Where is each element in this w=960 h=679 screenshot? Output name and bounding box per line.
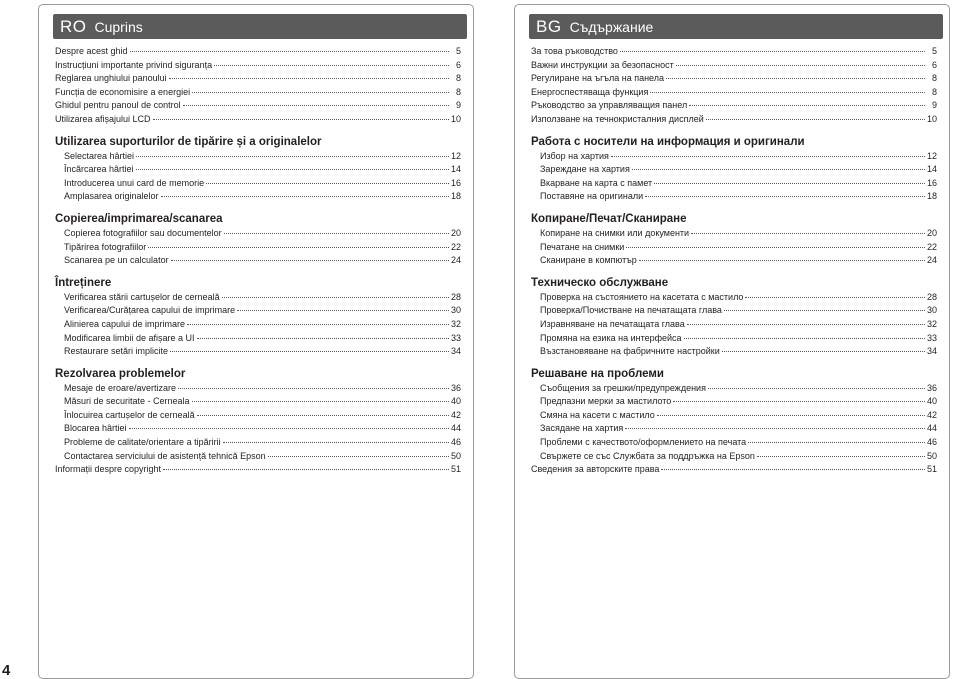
toc-entry-title: Използване на течнокристалния дисплей — [531, 113, 704, 124]
toc-entry-title: Промяна на езика на интерфейса — [540, 332, 682, 343]
toc-entry[interactable] — [531, 86, 937, 100]
dot-leader — [684, 332, 925, 339]
dot-leader — [171, 254, 449, 261]
toc-entry[interactable] — [531, 304, 937, 318]
toc-entry-page: 24 — [926, 255, 937, 266]
toc-entry-page: 34 — [450, 346, 461, 357]
toc-entry-title: Restaurare setări implicite — [64, 346, 169, 357]
language-code: RO — [60, 16, 87, 36]
toc-entry-title: Tipărirea fotografiilor — [64, 241, 147, 252]
dot-leader — [673, 395, 925, 402]
toc-entry-page: 30 — [926, 305, 937, 316]
toc-entry[interactable] — [55, 72, 461, 86]
toc-entry[interactable] — [531, 113, 937, 127]
dot-leader — [650, 86, 925, 93]
toc-entry-page: 8 — [931, 73, 937, 84]
toc-entry-title: Предпазни мерки за мастилото — [540, 396, 672, 407]
toc-entry[interactable] — [531, 332, 937, 346]
toc-section-heading[interactable]: Copierea/imprimarea/scanarea — [55, 212, 223, 225]
dot-leader — [724, 304, 925, 311]
language-code: BG — [536, 16, 562, 36]
toc-entry-title: Възстановяване на фабричните настройки — [540, 346, 720, 357]
toc-entry[interactable] — [55, 241, 461, 255]
toc-entry-title: Scanarea pe un calculator — [64, 255, 169, 266]
toc-entry-title: Сведения за авторските права — [531, 464, 660, 475]
dot-leader — [691, 227, 925, 234]
dot-leader — [654, 177, 925, 184]
toc-entry-page: 40 — [926, 396, 937, 407]
toc-entry[interactable] — [531, 422, 937, 436]
toc-entry-page: 36 — [450, 382, 461, 393]
toc-entry[interactable] — [55, 86, 461, 100]
dot-leader — [689, 99, 925, 106]
toc-entry-title: Utilizarea afișajului LCD — [55, 113, 151, 124]
toc-entry-page: 30 — [450, 305, 461, 316]
toc-entry-page: 34 — [926, 346, 937, 357]
toc-entry-title: Проверка/Почистване на печатащата глава — [540, 305, 722, 316]
toc-entry-page: 32 — [450, 318, 461, 329]
toc-entry-page: 50 — [926, 450, 937, 461]
toc-panel-bg — [514, 4, 950, 679]
toc-entry-title: Ghidul pentru panoul de control — [55, 100, 181, 111]
toc-entry-title: Instrucțiuni importante privind siguranța — [55, 59, 213, 70]
panel-header-bg — [529, 14, 943, 39]
toc-entry-page: 5 — [455, 46, 461, 56]
dot-leader — [224, 227, 449, 234]
dot-leader — [620, 45, 925, 52]
dot-leader — [748, 436, 925, 443]
toc-entry-title: Despre acest ghid — [55, 46, 128, 56]
toc-entry[interactable] — [55, 332, 461, 346]
table-of-contents-bg — [531, 45, 937, 477]
toc-entry-title: Смяна на касети с мастило — [540, 409, 655, 420]
toc-entry-title: Проблеми с качеството/оформлението на печата — [540, 437, 747, 448]
dot-leader — [153, 113, 449, 120]
dot-leader — [192, 86, 449, 93]
toc-entry-title: Засядане на хартия — [540, 423, 624, 434]
toc-entry-title: Съобщения за грешки/предупреждения — [540, 382, 706, 393]
toc-entry-title: За това ръководство — [531, 46, 618, 56]
toc-entry-page: 20 — [450, 227, 461, 238]
toc-section-heading[interactable]: Техническо обслужване — [531, 276, 669, 289]
page-number: 4 — [2, 662, 11, 679]
toc-entry-title: Contactarea serviciului de asistență tehnică Epson — [64, 450, 266, 461]
toc-entry-title: Поставяне на оригинали — [540, 191, 644, 202]
toc-entry-page: 46 — [926, 437, 937, 448]
toc-entry-page: 8 — [931, 86, 937, 97]
toc-entry-title: Вкарване на карта с памет — [540, 177, 653, 188]
toc-entry-page: 16 — [926, 177, 937, 188]
toc-entry-page: 5 — [931, 46, 937, 56]
toc-entry-page: 6 — [455, 59, 461, 70]
toc-entry[interactable] — [531, 150, 937, 164]
toc-entry-page: 8 — [455, 86, 461, 97]
dot-leader — [187, 318, 449, 325]
toc-entry-page: 51 — [450, 464, 461, 475]
toc-entry[interactable] — [55, 177, 461, 191]
toc-entry[interactable] — [55, 227, 461, 241]
dot-leader — [136, 150, 449, 157]
toc-entry-title: Măsuri de securitate - Cerneala — [64, 396, 190, 407]
dot-leader — [214, 59, 449, 66]
dot-leader — [268, 450, 449, 457]
toc-entry-title: Selectarea hârtiei — [64, 150, 135, 161]
toc-entry[interactable] — [55, 59, 461, 73]
toc-entry-page: 44 — [450, 423, 461, 434]
toc-entry[interactable] — [55, 422, 461, 436]
toc-entry-page: 8 — [455, 73, 461, 84]
toc-entry-title: Funcția de economisire a energiei — [55, 86, 191, 97]
toc-entry-page: 46 — [450, 437, 461, 448]
dot-leader — [661, 463, 925, 470]
toc-entry-page: 14 — [926, 164, 937, 175]
dot-leader — [708, 382, 925, 389]
toc-entry-title: Сканиране в компютър — [540, 255, 637, 266]
toc-entry[interactable] — [55, 436, 461, 450]
toc-entry[interactable] — [55, 409, 461, 423]
dot-leader — [136, 163, 449, 170]
toc-entry-page: 10 — [450, 113, 461, 124]
toc-entry[interactable] — [55, 163, 461, 177]
dot-leader — [161, 190, 449, 197]
toc-entry-page: 28 — [450, 291, 461, 302]
dot-leader — [197, 409, 449, 416]
toc-entry-page: 50 — [450, 450, 461, 461]
toc-section-heading[interactable]: Întreținere — [55, 276, 112, 289]
toc-entry[interactable] — [531, 190, 937, 204]
toc-entry-title: Избор на хартия — [540, 150, 609, 161]
toc-panel-ro — [38, 4, 474, 679]
dot-leader — [170, 345, 449, 352]
toc-entry[interactable] — [55, 190, 461, 204]
toc-entry-title: Зареждане на хартия — [540, 164, 630, 175]
dot-leader — [757, 450, 925, 457]
toc-entry-page: 44 — [926, 423, 937, 434]
toc-section-heading[interactable]: Rezolvarea problemelor — [55, 367, 186, 380]
toc-entry[interactable] — [531, 227, 937, 241]
toc-entry-title: Blocarea hârtiei — [64, 423, 127, 434]
toc-entry-title: Informații despre copyright — [55, 464, 162, 475]
toc-entry-page: 10 — [926, 113, 937, 124]
toc-entry-page: 12 — [450, 150, 461, 161]
toc-section-heading[interactable]: Работа с носители на информация и оригинали — [531, 135, 805, 148]
toc-entry[interactable] — [531, 450, 937, 464]
toc-entry[interactable] — [531, 59, 937, 73]
dot-leader — [625, 422, 925, 429]
toc-entry-title: Ръководство за управляващия панел — [531, 100, 688, 111]
dot-leader — [163, 463, 449, 470]
dot-leader — [645, 190, 925, 197]
toc-entry-page: 32 — [926, 318, 937, 329]
toc-entry[interactable] — [55, 99, 461, 113]
dot-leader — [183, 99, 449, 106]
toc-entry[interactable] — [531, 241, 937, 255]
toc-entry[interactable] — [531, 318, 937, 332]
toc-entry-title: Verificarea stării cartușelor de cerneală — [64, 291, 220, 302]
dot-leader — [706, 113, 925, 120]
dot-leader — [222, 291, 449, 298]
dot-leader — [639, 254, 925, 261]
toc-entry-page: 12 — [926, 150, 937, 161]
toc-entry[interactable] — [531, 254, 937, 268]
toc-entry[interactable] — [531, 409, 937, 423]
toc-entry-title: Alinierea capului de imprimare — [64, 318, 186, 329]
toc-entry-title: Важни инструкции за безопасност — [531, 59, 674, 70]
toc-section-heading[interactable]: Решаване на проблеми — [531, 367, 664, 380]
dot-leader — [237, 304, 449, 311]
toc-entry-page: 33 — [926, 332, 937, 343]
dot-leader — [632, 163, 925, 170]
panel-header-ro — [53, 14, 467, 39]
toc-entry-title: Încărcarea hârtiei — [64, 164, 134, 175]
dot-leader — [223, 436, 449, 443]
panel-title: Cuprins — [94, 18, 143, 35]
toc-entry[interactable] — [55, 318, 461, 332]
toc-entry[interactable] — [531, 382, 937, 396]
toc-entry-page: 28 — [926, 291, 937, 302]
toc-entry-page: 16 — [450, 177, 461, 188]
toc-entry-page: 33 — [450, 332, 461, 343]
toc-entry-title: Изравняване на печатащата глава — [540, 318, 685, 329]
toc-entry-title: Регулиране на ъгъла на панела — [531, 73, 665, 84]
dot-leader — [676, 59, 925, 66]
toc-entry[interactable] — [55, 45, 461, 59]
toc-entry-page: 14 — [450, 164, 461, 175]
toc-entry-title: Probleme de calitate/orientare a tipăririi — [64, 437, 221, 448]
toc-entry[interactable] — [531, 45, 937, 59]
dot-leader — [626, 241, 925, 248]
toc-entry-title: Mesaje de eroare/avertizare — [64, 382, 177, 393]
dot-leader — [687, 318, 925, 325]
dot-leader — [130, 45, 449, 52]
dot-leader — [169, 72, 449, 79]
dot-leader — [129, 422, 449, 429]
toc-entry-page: 22 — [450, 241, 461, 252]
dot-leader — [206, 177, 449, 184]
toc-entry-page: 51 — [926, 464, 937, 475]
dot-leader — [722, 345, 925, 352]
toc-entry-page: 18 — [450, 191, 461, 202]
toc-entry[interactable] — [55, 254, 461, 268]
toc-section-heading[interactable]: Utilizarea suporturilor de tipărire și a originalelor — [55, 135, 322, 148]
toc-entry[interactable] — [55, 463, 461, 477]
table-of-contents-ro — [55, 45, 461, 477]
toc-entry[interactable] — [531, 99, 937, 113]
toc-entry[interactable] — [531, 72, 937, 86]
toc-entry-title: Енергоспестяваща функция — [531, 86, 649, 97]
toc-entry[interactable] — [55, 291, 461, 305]
toc-entry-title: Modificarea limbii de afișare a UI — [64, 332, 195, 343]
toc-section-heading[interactable]: Копиране/Печат/Сканиране — [531, 212, 687, 225]
toc-entry[interactable] — [531, 345, 937, 359]
toc-entry[interactable] — [55, 150, 461, 164]
toc-entry-title: Înlocuirea cartușelor de cerneală — [64, 409, 195, 420]
dot-leader — [178, 382, 449, 389]
toc-entry[interactable] — [55, 113, 461, 127]
toc-entry-page: 42 — [450, 409, 461, 420]
dot-leader — [611, 150, 925, 157]
toc-entry[interactable] — [531, 177, 937, 191]
toc-entry-title: Introducerea unui card de memorie — [64, 177, 205, 188]
toc-entry-page: 24 — [450, 255, 461, 266]
toc-entry-page: 9 — [931, 100, 937, 111]
panel-title: Съдържание — [569, 18, 654, 35]
toc-entry-page: 20 — [926, 227, 937, 238]
dot-leader — [666, 72, 925, 79]
toc-entry-page: 22 — [926, 241, 937, 252]
toc-entry-title: Reglarea unghiului panoului — [55, 73, 167, 84]
toc-entry-title: Свържете се със Службата за поддръжка на Epson — [540, 450, 755, 461]
toc-entry-page: 36 — [926, 382, 937, 393]
toc-entry[interactable] — [55, 382, 461, 396]
toc-entry[interactable] — [55, 450, 461, 464]
toc-entry-title: Печатане на снимки — [540, 241, 625, 252]
toc-entry[interactable] — [531, 291, 937, 305]
dot-leader — [197, 332, 449, 339]
toc-entry-page: 18 — [926, 191, 937, 202]
toc-entry[interactable] — [55, 345, 461, 359]
toc-entry-title: Amplasarea originalelor — [64, 191, 159, 202]
toc-entry[interactable] — [531, 463, 937, 477]
toc-entry[interactable] — [55, 304, 461, 318]
toc-entry-page: 9 — [455, 100, 461, 111]
toc-entry-page: 6 — [931, 59, 937, 70]
toc-entry[interactable] — [531, 395, 937, 409]
dot-leader — [657, 409, 925, 416]
toc-entry-title: Копиране на снимки или документи — [540, 227, 690, 238]
toc-entry-title: Verificarea/Curățarea capului de imprimare — [64, 305, 236, 316]
toc-entry-page: 42 — [926, 409, 937, 420]
toc-entry-title: Проверка на състоянието на касетата с мастило — [540, 291, 744, 302]
toc-entry[interactable] — [531, 436, 937, 450]
toc-entry-title: Copierea fotografiilor sau documentelor — [64, 227, 222, 238]
dot-leader — [148, 241, 449, 248]
dot-leader — [192, 395, 449, 402]
toc-entry[interactable] — [55, 395, 461, 409]
toc-entry[interactable] — [531, 163, 937, 177]
toc-entry-page: 40 — [450, 396, 461, 407]
dot-leader — [745, 291, 925, 298]
